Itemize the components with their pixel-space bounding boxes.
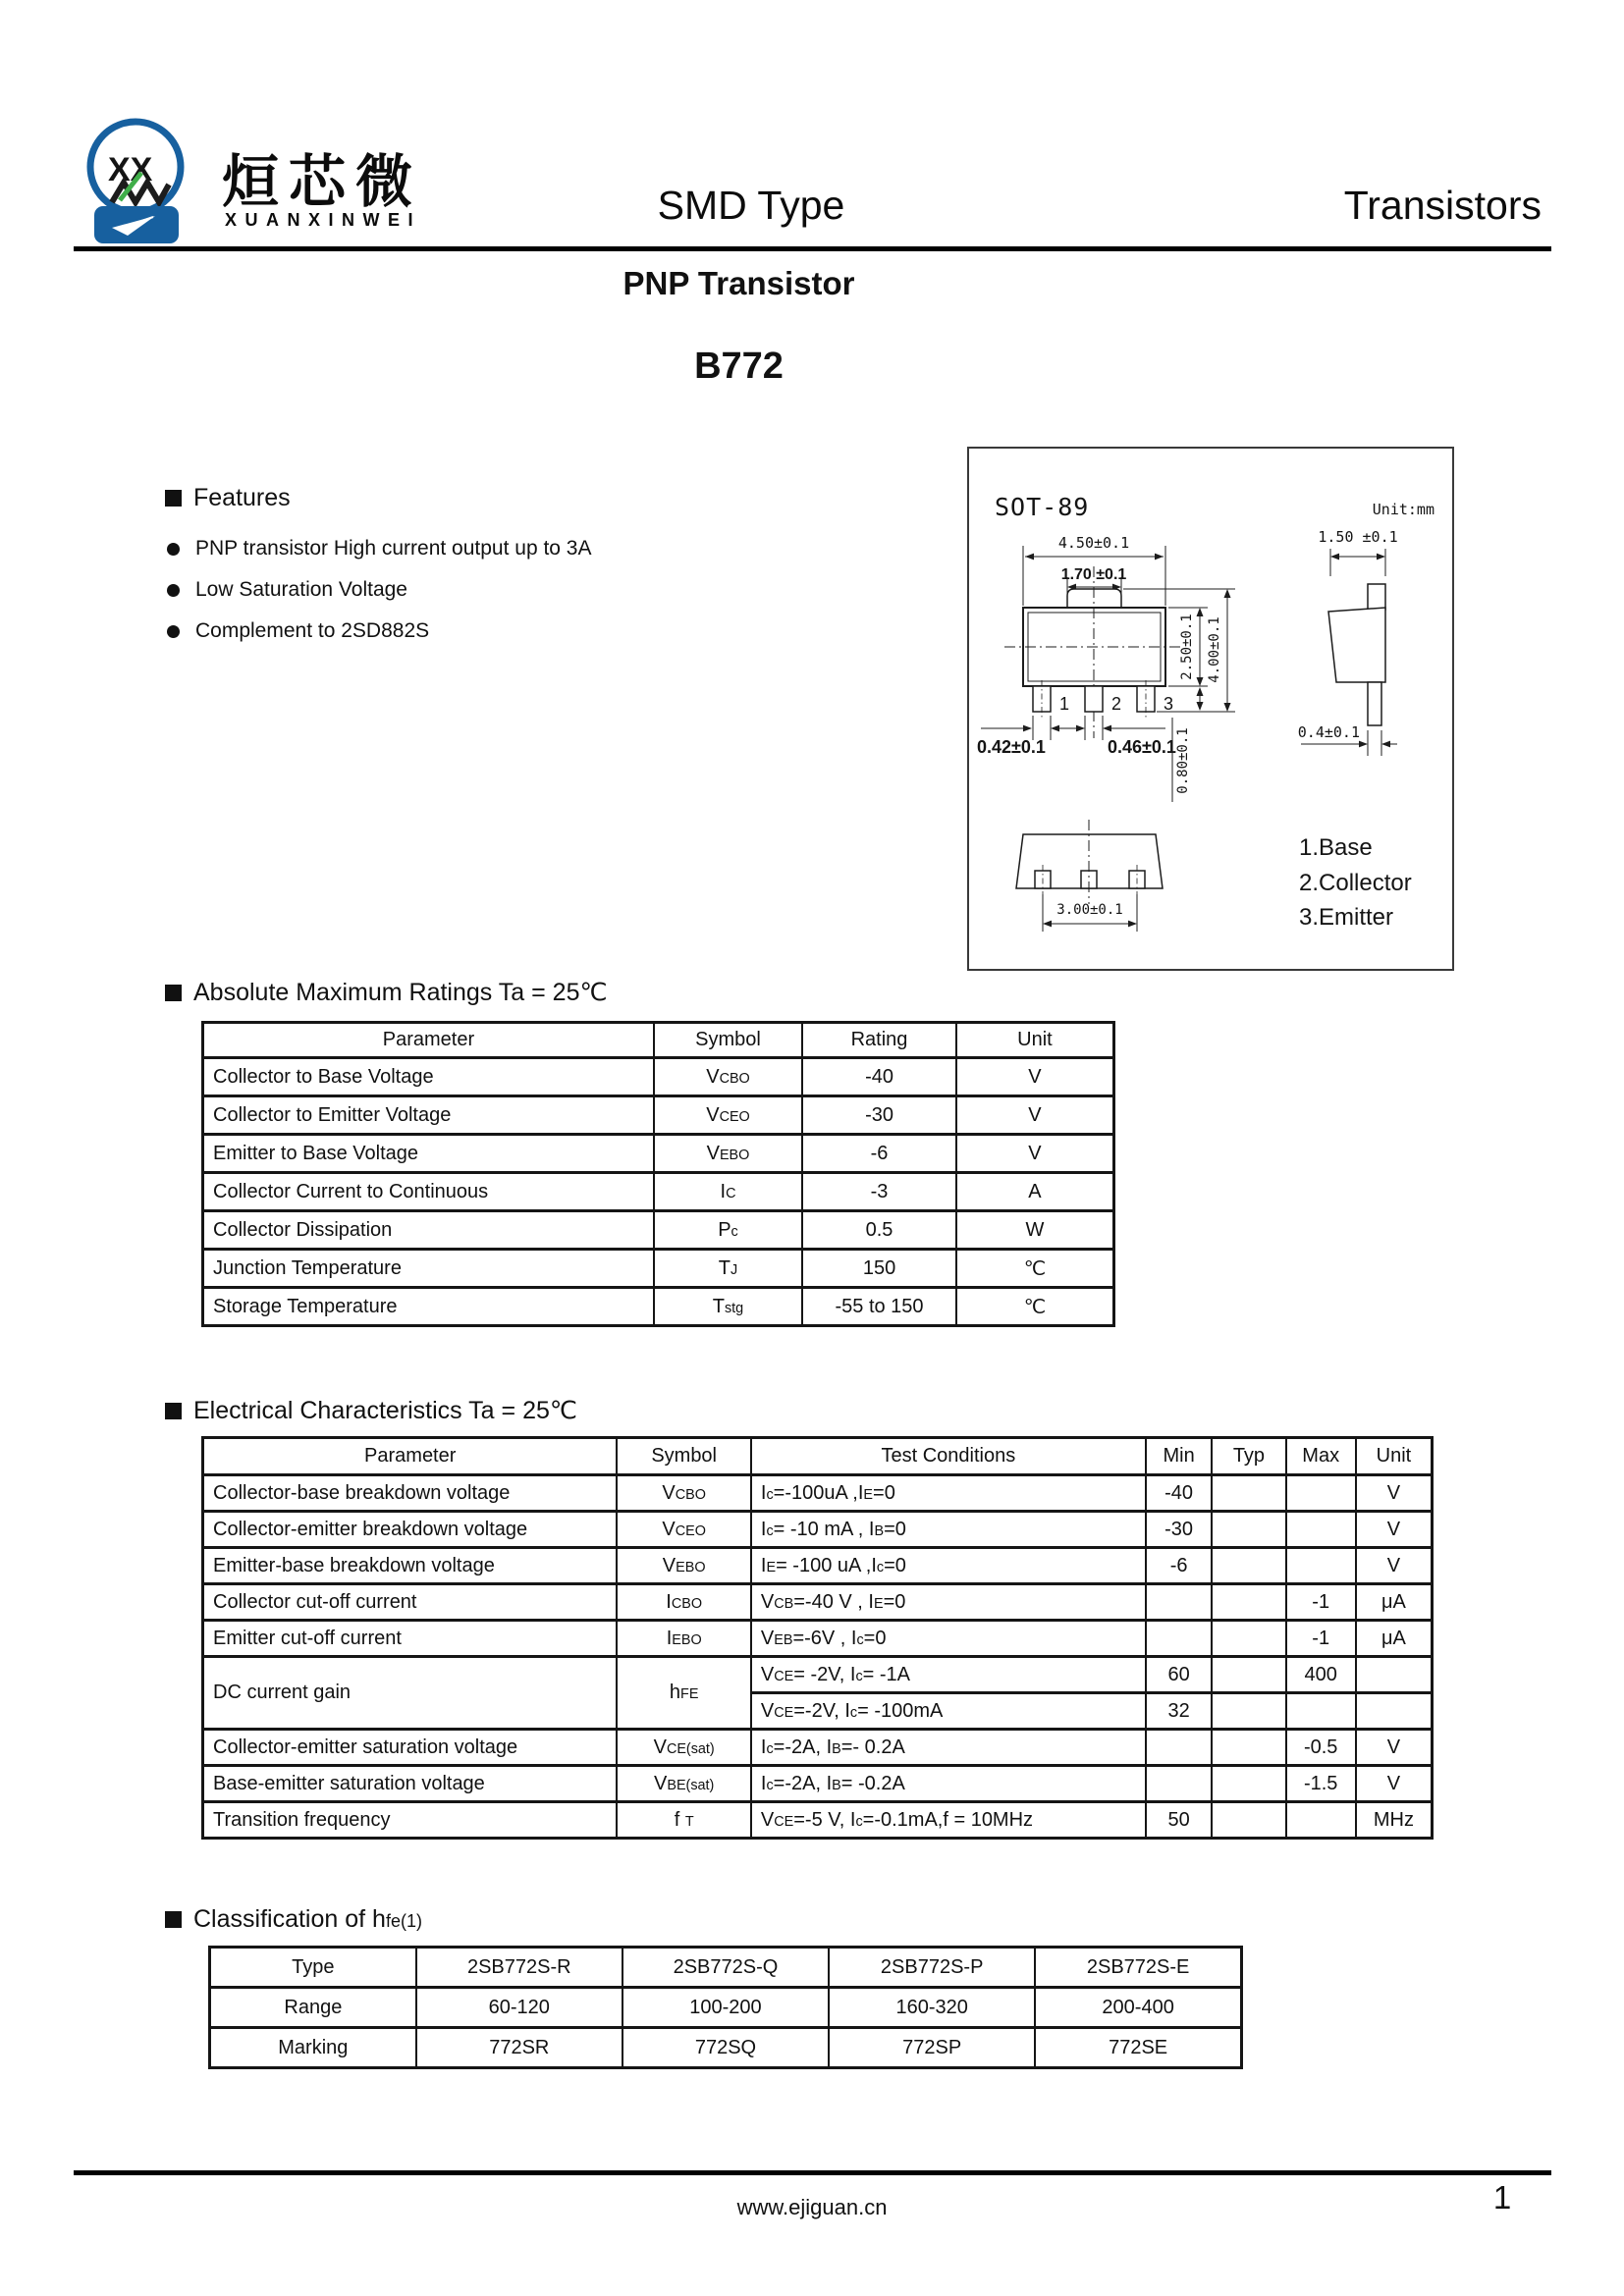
cell: μA <box>1356 1621 1433 1657</box>
cell <box>1212 1621 1285 1657</box>
cell <box>1146 1584 1213 1621</box>
feature-item <box>167 528 592 569</box>
cell: Collector cut-off current <box>203 1584 618 1621</box>
cell <box>1212 1548 1285 1584</box>
cell: Collector-emitter saturation voltage <box>203 1730 618 1766</box>
cell: 100-200 <box>623 1988 829 2028</box>
doc-type-title: SMD Type <box>657 183 845 228</box>
cell <box>1286 1475 1356 1512</box>
cell: Ic=-2A, IB= -0.2A <box>751 1766 1146 1802</box>
feature-text: Low Saturation Voltage <box>195 578 407 601</box>
column-header: Symbol <box>654 1023 802 1058</box>
cell: Collector-base breakdown voltage <box>203 1475 618 1512</box>
features-heading-label: Features <box>193 484 291 511</box>
cell: -30 <box>802 1096 956 1135</box>
cell: -1 <box>1286 1621 1356 1657</box>
cell <box>1286 1512 1356 1548</box>
cell <box>1146 1730 1213 1766</box>
arrowhead <box>1076 725 1085 732</box>
package-name: SOT-89 <box>995 493 1090 521</box>
table-row <box>203 1548 1433 1584</box>
cell: V <box>1356 1512 1433 1548</box>
column-header: Rating <box>802 1023 956 1058</box>
table-row <box>203 1584 1433 1621</box>
cell: IE= -100 uA ,Ic=0 <box>751 1548 1146 1584</box>
cell: 0.5 <box>802 1211 956 1250</box>
cell: Ic=-2A, IB=- 0.2A <box>751 1730 1146 1766</box>
column-header: Test Conditions <box>751 1438 1146 1475</box>
column-header: Unit <box>1356 1438 1433 1475</box>
cell: Type <box>210 1948 416 1988</box>
cell: 2SB772S-R <box>416 1948 623 1988</box>
cell: V <box>1356 1730 1433 1766</box>
cell: 772SR <box>416 2028 623 2068</box>
features-heading <box>165 484 291 512</box>
pin-number-3: 3 <box>1164 694 1174 714</box>
cell: 60 <box>1146 1657 1213 1693</box>
cell: -0.5 <box>1286 1730 1356 1766</box>
cell: μA <box>1356 1584 1433 1621</box>
cell: VCEO <box>617 1512 750 1548</box>
arrowhead <box>1224 703 1231 712</box>
table-row <box>203 1173 1114 1211</box>
package-tab-side <box>1368 584 1385 610</box>
table-row <box>210 1948 1242 1988</box>
feature-item <box>167 611 592 652</box>
column-header: Symbol <box>617 1438 750 1475</box>
classification-table <box>208 1946 1243 2069</box>
arrowhead <box>1197 702 1204 711</box>
package-drawing-box <box>967 447 1454 971</box>
unit-note: Unit:mm <box>1372 501 1435 518</box>
cell: VBE(sat) <box>617 1766 750 1802</box>
cell: 32 <box>1146 1693 1213 1730</box>
cell: V <box>956 1135 1114 1173</box>
arrowhead <box>1359 741 1368 748</box>
footer-website: www.ejiguan.cn <box>736 2195 888 2219</box>
cell: 2SB772S-P <box>829 1948 1035 1988</box>
cell: ℃ <box>956 1250 1114 1288</box>
table-row <box>203 1250 1114 1288</box>
dim-lead-pitch: 3.00±0.1 <box>1056 902 1123 918</box>
cell: Range <box>210 1988 416 2028</box>
cell <box>1212 1802 1285 1839</box>
cell: VCE=-2V, Ic= -100mA <box>751 1693 1146 1730</box>
cell: Storage Temperature <box>203 1288 654 1326</box>
dim-body-width: 4.50±0.1 <box>1057 534 1130 552</box>
section-square-icon <box>165 1911 182 1928</box>
package-drawing <box>969 449 1452 969</box>
pin-number-1: 1 <box>1059 694 1070 714</box>
cell <box>1356 1693 1433 1730</box>
cell: VCE=-5 V, Ic=-0.1mA,f = 10MHz <box>751 1802 1146 1839</box>
column-header: Parameter <box>203 1023 654 1058</box>
abs-max-heading-label: Absolute Maximum Ratings Ta = 25℃ <box>193 979 608 1006</box>
abs-max-table <box>201 1021 1115 1327</box>
arrowhead <box>1155 554 1164 561</box>
cell: VCE(sat) <box>617 1730 750 1766</box>
cell: IC <box>654 1173 802 1211</box>
page-number: 1 <box>1492 2179 1512 2216</box>
cell: Collector Dissipation <box>203 1211 654 1250</box>
table-header-row <box>203 1023 1114 1058</box>
cell: VCE= -2V, Ic= -1A <box>751 1657 1146 1693</box>
electrical-table <box>201 1436 1434 1840</box>
cell: Transition frequency <box>203 1802 618 1839</box>
header-rule <box>74 246 1551 251</box>
dim-lead-length: 0.80±0.1 <box>1175 727 1191 794</box>
dim-thickness: 1.50 ±0.1 <box>1318 528 1398 546</box>
table-row <box>203 1096 1114 1135</box>
cell: Collector to Emitter Voltage <box>203 1096 654 1135</box>
arrowhead <box>1051 725 1059 732</box>
column-header: Min <box>1146 1438 1213 1475</box>
table-row <box>210 2028 1242 2068</box>
cell <box>1146 1621 1213 1657</box>
table-row <box>203 1211 1114 1250</box>
cell: V <box>1356 1475 1433 1512</box>
lead-2 <box>1085 686 1103 712</box>
lead-side <box>1368 682 1381 725</box>
product-family-title: PNP Transistor <box>623 265 855 301</box>
cell: VEBO <box>654 1135 802 1173</box>
arrowhead <box>1025 554 1034 561</box>
cell: Ic= -10 mA , IB=0 <box>751 1512 1146 1548</box>
electrical-heading <box>165 1396 577 1425</box>
arrowhead <box>1381 741 1390 748</box>
arrowhead <box>1197 687 1204 696</box>
cell: VEB=-6V , Ic=0 <box>751 1621 1146 1657</box>
arrowhead <box>1043 921 1052 928</box>
footer-rule <box>74 2170 1551 2175</box>
table-row <box>203 1475 1433 1512</box>
category-title: Transistors <box>1343 183 1542 228</box>
table-row <box>203 1730 1433 1766</box>
cell <box>1212 1766 1285 1802</box>
cell: 160-320 <box>829 1988 1035 2028</box>
cell: V <box>1356 1548 1433 1584</box>
cell: 150 <box>802 1250 956 1288</box>
cell: IEBO <box>617 1621 750 1657</box>
arrowhead <box>1128 921 1137 928</box>
cell: 772SQ <box>623 2028 829 2068</box>
table-row <box>203 1135 1114 1173</box>
cell: 772SP <box>829 2028 1035 2068</box>
bullet-icon <box>167 625 180 638</box>
cell: ICBO <box>617 1584 750 1621</box>
cell: -55 to 150 <box>802 1288 956 1326</box>
cell <box>1212 1475 1285 1512</box>
package-body-side <box>1328 608 1385 682</box>
cell: 60-120 <box>416 1988 623 2028</box>
cell: Collector to Base Voltage <box>203 1058 654 1096</box>
cell: VCEO <box>654 1096 802 1135</box>
cell: -1 <box>1286 1584 1356 1621</box>
column-header: Parameter <box>203 1438 618 1475</box>
cell <box>1286 1693 1356 1730</box>
part-number-title: B772 <box>694 346 784 387</box>
cell: W <box>956 1211 1114 1250</box>
classification-heading-label: Classification of hfe(1) <box>193 1905 422 1933</box>
cell <box>1146 1766 1213 1802</box>
pin-name-collector: 2.Collector <box>1299 870 1412 896</box>
brand-name-english: XUANXINWEI <box>225 210 422 230</box>
cell <box>1212 1730 1285 1766</box>
cell <box>1212 1657 1285 1693</box>
cell <box>1212 1512 1285 1548</box>
arrowhead <box>1103 725 1111 732</box>
cell: V <box>956 1058 1114 1096</box>
cell: 400 <box>1286 1657 1356 1693</box>
bullet-icon <box>167 543 180 556</box>
cell: Ic=-100uA ,IE=0 <box>751 1475 1146 1512</box>
cell: -40 <box>1146 1475 1213 1512</box>
cell: -6 <box>1146 1548 1213 1584</box>
cell: -1.5 <box>1286 1766 1356 1802</box>
electrical-heading-label: Electrical Characteristics Ta = 25℃ <box>193 1397 577 1424</box>
table-row <box>203 1621 1433 1657</box>
cell: -6 <box>802 1135 956 1173</box>
column-header: Typ <box>1212 1438 1285 1475</box>
arrowhead <box>1224 589 1231 598</box>
cell: VCBO <box>617 1475 750 1512</box>
dim-total-height: 4.00±0.1 <box>1207 616 1222 683</box>
section-square-icon <box>165 490 182 507</box>
cell: V <box>956 1096 1114 1135</box>
cell: 2SB772S-E <box>1035 1948 1241 1988</box>
cell: Marking <box>210 2028 416 2068</box>
dim-lead-offset: 0.42±0.1 <box>977 737 1046 757</box>
cell: ℃ <box>956 1288 1114 1326</box>
cell: DC current gain <box>203 1657 618 1730</box>
feature-text: PNP transistor High current output up to 3A <box>195 537 592 560</box>
bullet-icon <box>167 584 180 597</box>
cell: Emitter cut-off current <box>203 1621 618 1657</box>
cell: 2SB772S-Q <box>623 1948 829 1988</box>
section-square-icon <box>165 985 182 1001</box>
table-row <box>203 1802 1433 1839</box>
abs-max-heading <box>165 978 608 1007</box>
pin-number-2: 2 <box>1111 694 1122 714</box>
section-square-icon <box>165 1403 182 1419</box>
arrowhead <box>1197 608 1204 616</box>
cell: 772SE <box>1035 2028 1241 2068</box>
dim-tab-width: 1.70 ±0.1 <box>1060 566 1127 583</box>
pin-name-emitter: 3.Emitter <box>1299 904 1394 931</box>
cell: Junction Temperature <box>203 1250 654 1288</box>
cell: VEBO <box>617 1548 750 1584</box>
cell: Tstg <box>654 1288 802 1326</box>
company-logo <box>84 104 224 253</box>
column-header: Unit <box>956 1023 1114 1058</box>
cell: Collector Current to Continuous <box>203 1173 654 1211</box>
column-header: Max <box>1286 1438 1356 1475</box>
arrowhead <box>1377 554 1385 561</box>
cell: hFE <box>617 1657 750 1730</box>
cell: -40 <box>802 1058 956 1096</box>
arrowhead <box>1197 677 1204 686</box>
classification-heading <box>165 1905 422 1934</box>
cell: Emitter-base breakdown voltage <box>203 1548 618 1584</box>
table-row <box>203 1058 1114 1096</box>
dim-body-height: 2.50±0.1 <box>1179 614 1195 680</box>
table-row <box>210 1988 1242 2028</box>
cell: VCB=-40 V , IE=0 <box>751 1584 1146 1621</box>
cell: 50 <box>1146 1802 1213 1839</box>
cell: -3 <box>802 1173 956 1211</box>
table-row <box>203 1512 1433 1548</box>
cell <box>1212 1584 1285 1621</box>
cell: TJ <box>654 1250 802 1288</box>
cell: MHz <box>1356 1802 1433 1839</box>
cell: VCBO <box>654 1058 802 1096</box>
cell: Emitter to Base Voltage <box>203 1135 654 1173</box>
cell: Collector-emitter breakdown voltage <box>203 1512 618 1548</box>
table-row <box>203 1766 1433 1802</box>
cell: A <box>956 1173 1114 1211</box>
feature-item <box>167 569 592 611</box>
dim-lead-width: 0.46±0.1 <box>1108 737 1176 757</box>
cell: -30 <box>1146 1512 1213 1548</box>
features-list <box>167 528 592 652</box>
cell: V <box>1356 1766 1433 1802</box>
cell <box>1356 1657 1433 1693</box>
cell: 200-400 <box>1035 1988 1241 2028</box>
brand-name-chinese: 烜芯微 <box>222 150 423 214</box>
feature-text: Complement to 2SD882S <box>195 619 430 642</box>
table-row <box>203 1288 1114 1326</box>
logo-mark-text: XX <box>108 151 153 188</box>
cell: Base-emitter saturation voltage <box>203 1766 618 1802</box>
arrowhead <box>1330 554 1339 561</box>
arrowhead <box>1023 725 1032 732</box>
cell <box>1286 1548 1356 1584</box>
table-header-row <box>203 1438 1433 1475</box>
cell: f T <box>617 1802 750 1839</box>
cell <box>1286 1802 1356 1839</box>
dim-lead-thickness: 0.4±0.1 <box>1297 723 1360 741</box>
table-row <box>203 1657 1433 1693</box>
cell: Pc <box>654 1211 802 1250</box>
cell <box>1212 1693 1285 1730</box>
pin-name-base: 1.Base <box>1299 834 1373 861</box>
